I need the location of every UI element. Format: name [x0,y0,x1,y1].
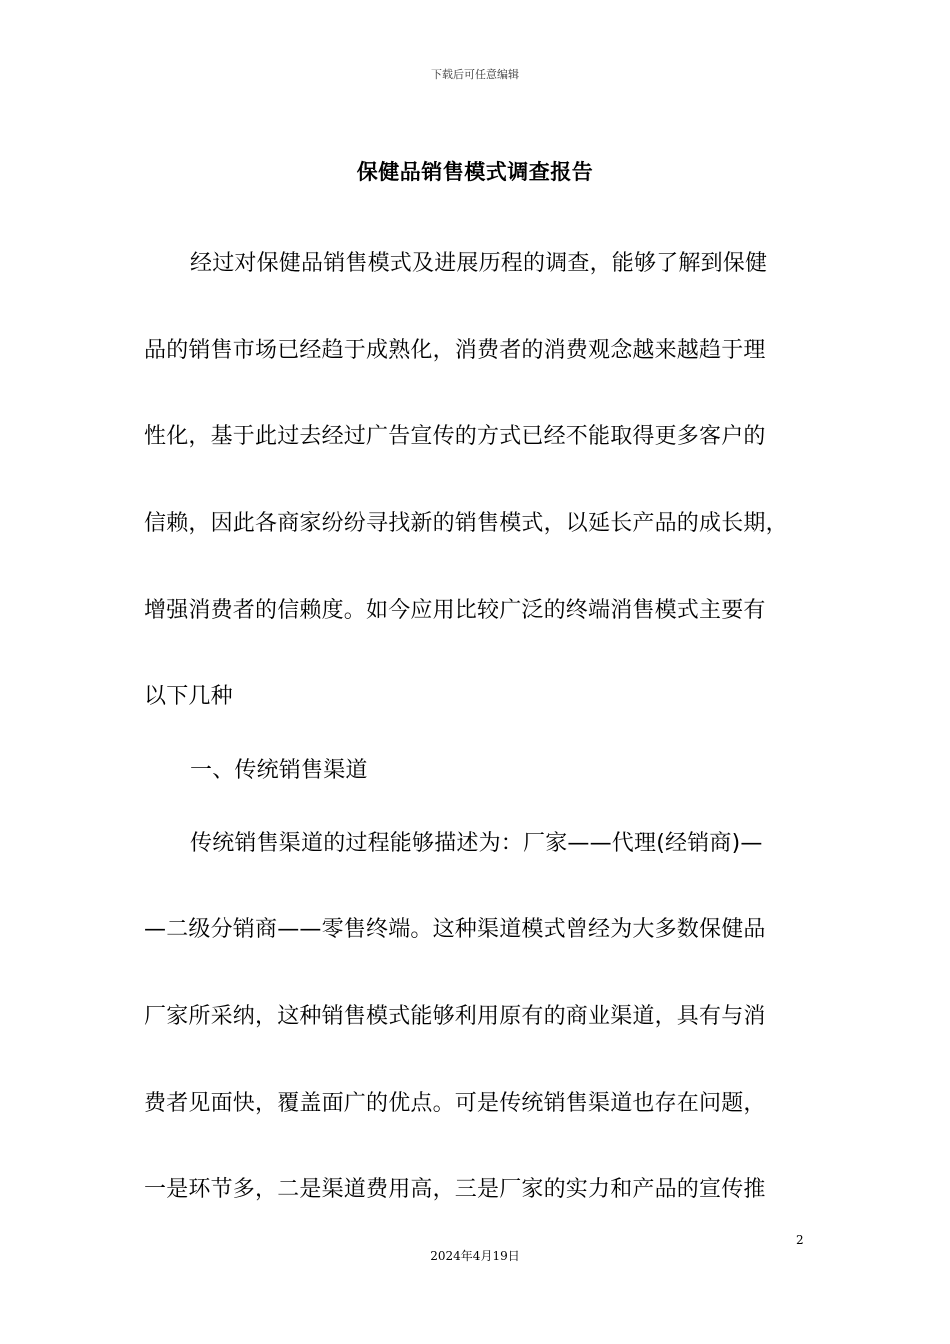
paragraph-line: 信赖，因此各商家纷纷寻找新的销售模式，以延长产品的成长期， [144,511,788,536]
paragraph-line: 品的销售市场已经趋于成熟化，消费者的消费观念越来越趋于理 [144,338,766,363]
paragraph-line: 性化，基于此过去经过广告宣传的方式已经不能取得更多客户的 [144,424,766,449]
paragraph-line: 厂家所采纳，这种销售模式能够利用原有的商业渠道，具有与消 [144,1004,766,1029]
section-heading: 一、传统销售渠道 [190,758,368,783]
paragraph-line: 经过对保健品销售模式及进展历程的调查，能够了解到保健 [190,251,768,276]
paragraph-line: 增强消费者的信赖度。如今应用比较广泛的终端消售模式主要有 [144,598,766,623]
page-number: 2 [796,1233,804,1247]
page-header: 下载后可任意编辑 [431,68,519,81]
paragraph-line: 以下几种 [144,684,233,709]
document-title: 保健品销售模式调查报告 [356,160,594,184]
paragraph-line: —二级分销商——零售终端。这种渠道模式曾经为大多数保健品 [144,917,766,942]
paragraph-line: 传统销售渠道的过程能够描述为：厂家——代理(经销商)— [190,831,763,856]
paragraph-line: 一是环节多，二是渠道费用高，三是厂家的实力和产品的宣传推 [144,1177,766,1202]
page-footer-date: 2024年4月19日 [430,1249,520,1263]
paragraph-line: 费者见面快，覆盖面广的优点。可是传统销售渠道也存在问题， [144,1091,766,1116]
